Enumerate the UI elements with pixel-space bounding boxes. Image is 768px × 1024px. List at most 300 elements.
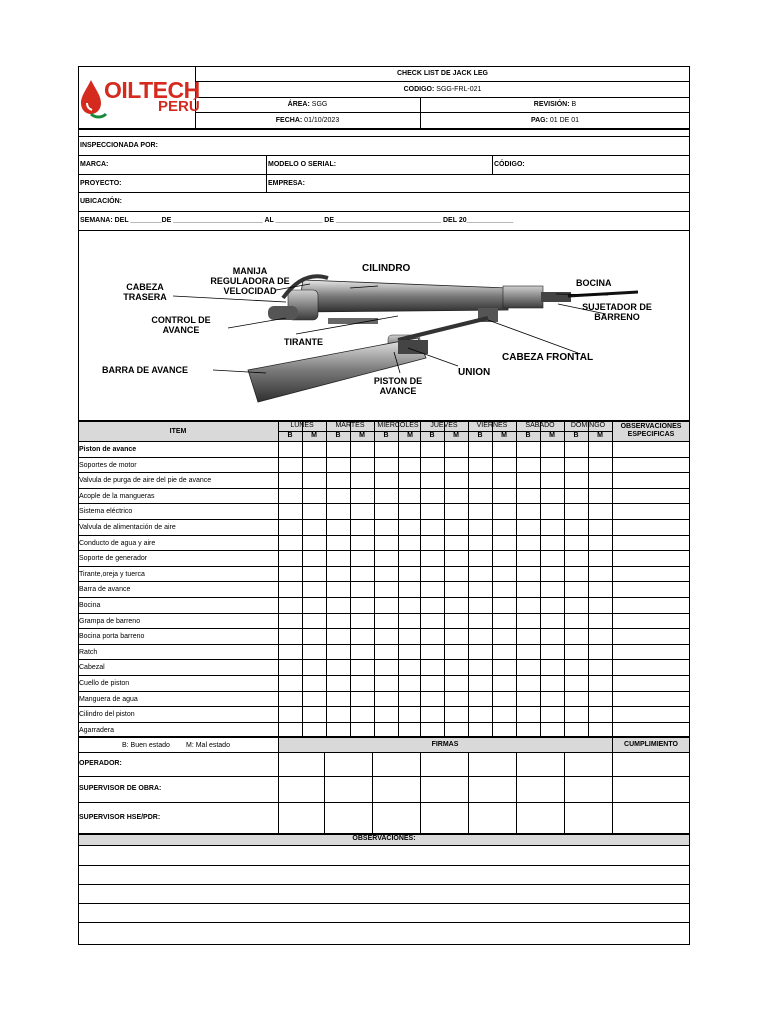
check-cell[interactable] [278, 597, 302, 613]
check-cell[interactable] [398, 706, 420, 722]
supervisor-obra-signature[interactable] [278, 776, 612, 802]
check-cell[interactable] [516, 566, 540, 582]
supervisor-obra-label: SUPERVISOR DE OBRA: [79, 785, 162, 792]
check-cell[interactable] [468, 503, 492, 519]
check-cell[interactable] [302, 503, 326, 519]
check-cell[interactable] [398, 691, 420, 707]
pag-value: 01 DE 01 [549, 117, 580, 124]
check-cell[interactable] [540, 488, 564, 504]
check-cell[interactable] [516, 488, 540, 504]
check-cell[interactable] [468, 488, 492, 504]
check-cell[interactable] [444, 706, 468, 722]
check-cell[interactable] [468, 722, 492, 738]
check-cell[interactable] [444, 566, 468, 582]
check-cell[interactable] [302, 472, 326, 488]
check-cell[interactable] [420, 628, 444, 644]
check-cell[interactable] [588, 550, 612, 566]
check-cell[interactable] [326, 675, 350, 691]
check-cell[interactable] [588, 628, 612, 644]
check-cell[interactable] [444, 659, 468, 675]
check-cell[interactable] [564, 441, 588, 457]
check-cell[interactable] [302, 628, 326, 644]
check-cell[interactable] [564, 550, 588, 566]
check-cell[interactable] [350, 628, 374, 644]
check-cell[interactable] [278, 706, 302, 722]
check-cell[interactable] [420, 457, 444, 473]
check-cell[interactable] [278, 519, 302, 535]
area-label: ÁREA: [287, 101, 310, 108]
check-cell[interactable] [420, 722, 444, 738]
check-cell[interactable] [398, 613, 420, 629]
observaciones-line[interactable] [78, 903, 690, 922]
check-cell[interactable] [540, 550, 564, 566]
ubicacion-field[interactable]: UBICACIÓN: [80, 198, 122, 205]
check-cell[interactable] [444, 597, 468, 613]
check-cell[interactable] [540, 691, 564, 707]
check-cell[interactable] [326, 472, 350, 488]
check-cell[interactable] [540, 722, 564, 738]
check-cell[interactable] [516, 706, 540, 722]
check-cell[interactable] [326, 550, 350, 566]
check-cell[interactable] [516, 457, 540, 473]
check-cell[interactable] [540, 659, 564, 675]
check-cell[interactable] [302, 566, 326, 582]
check-cell[interactable] [302, 722, 326, 738]
check-cell[interactable] [588, 597, 612, 613]
check-cell[interactable] [350, 566, 374, 582]
check-cell[interactable] [444, 472, 468, 488]
check-cell[interactable] [492, 659, 516, 675]
check-cell[interactable] [516, 597, 540, 613]
check-cell[interactable] [492, 644, 516, 660]
form-title: CHECK LIST DE JACK LEG [396, 70, 488, 77]
check-cell[interactable] [302, 535, 326, 551]
check-cell[interactable] [588, 472, 612, 488]
check-cell[interactable] [326, 441, 350, 457]
check-cell[interactable] [302, 613, 326, 629]
check-cell[interactable] [302, 581, 326, 597]
check-cell[interactable] [420, 503, 444, 519]
check-cell[interactable] [444, 503, 468, 519]
check-cell[interactable] [492, 675, 516, 691]
check-cell[interactable] [398, 644, 420, 660]
check-cell[interactable] [302, 597, 326, 613]
check-cell[interactable] [398, 722, 420, 738]
inspeccionada-field[interactable]: INSPECCIONADA POR: [80, 142, 158, 149]
check-cell[interactable] [420, 613, 444, 629]
check-cell[interactable] [516, 535, 540, 551]
check-cell[interactable] [350, 535, 374, 551]
check-cell[interactable] [398, 519, 420, 535]
check-cell[interactable] [468, 566, 492, 582]
check-cell[interactable] [540, 519, 564, 535]
check-cell[interactable] [468, 691, 492, 707]
check-cell[interactable] [278, 644, 302, 660]
check-cell[interactable] [564, 519, 588, 535]
check-cell[interactable] [516, 722, 540, 738]
check-cell[interactable] [540, 675, 564, 691]
col-b: B [525, 432, 531, 439]
check-cell[interactable] [564, 628, 588, 644]
check-cell[interactable] [420, 488, 444, 504]
check-cell[interactable] [588, 722, 612, 738]
check-cell[interactable] [588, 659, 612, 675]
check-cell[interactable] [516, 675, 540, 691]
check-cell[interactable] [374, 613, 398, 629]
check-cell[interactable] [302, 441, 326, 457]
proyecto-field[interactable]: PROYECTO: [80, 180, 122, 187]
check-cell[interactable] [468, 535, 492, 551]
check-cell[interactable] [374, 566, 398, 582]
check-cell[interactable] [278, 675, 302, 691]
check-cell[interactable] [564, 566, 588, 582]
check-cell[interactable] [374, 691, 398, 707]
check-cell[interactable] [350, 659, 374, 675]
check-cell[interactable] [398, 659, 420, 675]
check-cell[interactable] [492, 613, 516, 629]
check-cell[interactable] [350, 706, 374, 722]
check-cell[interactable] [326, 597, 350, 613]
check-cell[interactable] [468, 628, 492, 644]
check-cell[interactable] [326, 581, 350, 597]
check-cell[interactable] [398, 457, 420, 473]
table-row-label: Barra de avance [79, 586, 131, 594]
check-cell[interactable] [420, 581, 444, 597]
check-cell[interactable] [278, 691, 302, 707]
check-cell[interactable] [350, 675, 374, 691]
supervisor-hse-label: SUPERVISOR HSE/PDR: [79, 814, 161, 821]
check-cell[interactable] [374, 503, 398, 519]
observaciones-title: OBSERVACIONES: [352, 835, 416, 842]
check-cell[interactable] [374, 706, 398, 722]
check-cell[interactable] [398, 535, 420, 551]
check-cell[interactable] [444, 519, 468, 535]
check-cell[interactable] [278, 441, 302, 457]
check-cell[interactable] [492, 550, 516, 566]
check-cell[interactable] [374, 659, 398, 675]
check-cell[interactable] [326, 488, 350, 504]
check-cell[interactable] [420, 659, 444, 675]
check-cell[interactable] [326, 706, 350, 722]
check-cell[interactable] [350, 597, 374, 613]
check-cell[interactable] [302, 488, 326, 504]
check-cell[interactable] [540, 503, 564, 519]
check-cell[interactable] [564, 597, 588, 613]
check-cell[interactable] [564, 706, 588, 722]
check-cell[interactable] [350, 722, 374, 738]
codigo-field[interactable]: CÓDIGO: [494, 161, 525, 168]
check-cell[interactable] [278, 566, 302, 582]
observaciones-line[interactable] [78, 922, 690, 945]
check-cell[interactable] [564, 659, 588, 675]
check-cell[interactable] [492, 706, 516, 722]
check-cell[interactable] [278, 628, 302, 644]
check-cell[interactable] [398, 441, 420, 457]
label-line: PISTON DE [373, 376, 423, 386]
check-cell[interactable] [540, 706, 564, 722]
check-cell[interactable] [398, 581, 420, 597]
check-cell[interactable] [516, 659, 540, 675]
check-cell[interactable] [420, 597, 444, 613]
check-cell[interactable] [444, 675, 468, 691]
check-cell[interactable] [374, 457, 398, 473]
obs-header: ESPECIFICAS [627, 431, 675, 438]
check-cell[interactable] [326, 535, 350, 551]
check-cell[interactable] [444, 457, 468, 473]
check-cell[interactable] [278, 457, 302, 473]
check-cell[interactable] [492, 566, 516, 582]
check-cell[interactable] [588, 519, 612, 535]
check-cell[interactable] [350, 441, 374, 457]
check-cell[interactable] [588, 566, 612, 582]
check-cell[interactable] [350, 503, 374, 519]
check-cell[interactable] [468, 613, 492, 629]
label-line: VELOCIDAD [223, 286, 277, 296]
check-cell[interactable] [278, 722, 302, 738]
check-cell[interactable] [420, 691, 444, 707]
check-cell[interactable] [326, 613, 350, 629]
check-cell[interactable] [492, 722, 516, 738]
check-cell[interactable] [492, 472, 516, 488]
check-cell[interactable] [326, 659, 350, 675]
check-cell[interactable] [374, 550, 398, 566]
operador-signature[interactable] [278, 752, 612, 776]
check-cell[interactable] [374, 597, 398, 613]
empresa-field[interactable]: EMPRESA: [268, 180, 305, 187]
check-cell[interactable] [350, 457, 374, 473]
check-cell[interactable] [278, 581, 302, 597]
check-cell[interactable] [564, 488, 588, 504]
check-cell[interactable] [468, 597, 492, 613]
check-cell[interactable] [374, 581, 398, 597]
check-cell[interactable] [492, 503, 516, 519]
check-cell[interactable] [444, 535, 468, 551]
check-cell[interactable] [564, 613, 588, 629]
check-cell[interactable] [374, 722, 398, 738]
check-cell[interactable] [420, 472, 444, 488]
check-cell[interactable] [374, 628, 398, 644]
check-cell[interactable] [588, 488, 612, 504]
check-cell[interactable] [564, 535, 588, 551]
check-cell[interactable] [326, 503, 350, 519]
check-cell[interactable] [350, 519, 374, 535]
check-cell[interactable] [350, 472, 374, 488]
check-cell[interactable] [278, 613, 302, 629]
check-cell[interactable] [374, 535, 398, 551]
observaciones-line[interactable] [78, 884, 690, 903]
check-cell[interactable] [278, 550, 302, 566]
check-cell[interactable] [516, 441, 540, 457]
check-cell[interactable] [492, 581, 516, 597]
check-cell[interactable] [468, 659, 492, 675]
check-cell[interactable] [564, 503, 588, 519]
check-cell[interactable] [374, 519, 398, 535]
check-cell[interactable] [516, 613, 540, 629]
check-cell[interactable] [540, 644, 564, 660]
pag-field [420, 116, 690, 125]
check-cell[interactable] [398, 472, 420, 488]
check-cell[interactable] [588, 691, 612, 707]
check-cell[interactable] [492, 488, 516, 504]
check-cell[interactable] [420, 519, 444, 535]
check-cell[interactable] [302, 550, 326, 566]
checklist-form [78, 66, 690, 945]
check-cell[interactable] [492, 691, 516, 707]
check-cell[interactable] [398, 503, 420, 519]
check-cell[interactable] [468, 706, 492, 722]
check-cell[interactable] [350, 581, 374, 597]
check-cell[interactable] [492, 535, 516, 551]
check-cell[interactable] [420, 550, 444, 566]
check-cell[interactable] [420, 675, 444, 691]
check-cell[interactable] [468, 581, 492, 597]
check-cell[interactable] [350, 488, 374, 504]
check-cell[interactable] [564, 457, 588, 473]
check-cell[interactable] [468, 550, 492, 566]
check-cell[interactable] [564, 722, 588, 738]
check-cell[interactable] [350, 644, 374, 660]
check-cell[interactable] [588, 535, 612, 551]
check-cell[interactable] [444, 644, 468, 660]
check-cell[interactable] [564, 581, 588, 597]
check-cell[interactable] [588, 675, 612, 691]
check-cell[interactable] [302, 644, 326, 660]
check-cell[interactable] [398, 566, 420, 582]
check-cell[interactable] [540, 457, 564, 473]
check-cell[interactable] [326, 457, 350, 473]
check-cell[interactable] [444, 613, 468, 629]
check-cell[interactable] [444, 691, 468, 707]
check-cell[interactable] [398, 597, 420, 613]
check-cell[interactable] [278, 503, 302, 519]
col-b: B [429, 432, 435, 439]
check-cell[interactable] [326, 519, 350, 535]
check-cell[interactable] [540, 581, 564, 597]
check-cell[interactable] [444, 581, 468, 597]
check-cell[interactable] [444, 722, 468, 738]
supervisor-hse-signature[interactable] [278, 802, 612, 834]
check-cell[interactable] [492, 519, 516, 535]
check-cell[interactable] [564, 675, 588, 691]
check-cell[interactable] [540, 597, 564, 613]
check-cell[interactable] [278, 659, 302, 675]
check-cell[interactable] [540, 613, 564, 629]
check-cell[interactable] [588, 441, 612, 457]
area-value: SGG [311, 101, 328, 108]
check-cell[interactable] [444, 628, 468, 644]
check-cell[interactable] [278, 472, 302, 488]
check-cell[interactable] [588, 457, 612, 473]
check-cell[interactable] [302, 659, 326, 675]
check-cell[interactable] [278, 535, 302, 551]
check-cell[interactable] [588, 644, 612, 660]
check-cell[interactable] [540, 628, 564, 644]
observaciones-line[interactable] [78, 865, 690, 884]
check-cell[interactable] [420, 706, 444, 722]
check-cell[interactable] [468, 441, 492, 457]
check-cell[interactable] [302, 519, 326, 535]
revision-label: REVISIÓN: [533, 101, 570, 108]
check-cell[interactable] [444, 441, 468, 457]
check-cell[interactable] [374, 472, 398, 488]
check-cell[interactable] [326, 628, 350, 644]
check-cell[interactable] [278, 488, 302, 504]
check-cell[interactable] [374, 644, 398, 660]
check-cell[interactable] [350, 691, 374, 707]
check-cell[interactable] [302, 675, 326, 691]
check-cell[interactable] [468, 457, 492, 473]
check-cell[interactable] [468, 519, 492, 535]
check-cell[interactable] [516, 644, 540, 660]
check-cell[interactable] [374, 675, 398, 691]
check-cell[interactable] [588, 581, 612, 597]
check-cell[interactable] [420, 441, 444, 457]
check-cell[interactable] [516, 472, 540, 488]
check-cell[interactable] [516, 628, 540, 644]
check-cell[interactable] [588, 613, 612, 629]
check-cell[interactable] [516, 691, 540, 707]
modelo-field[interactable]: MODELO O SERIAL: [268, 161, 337, 168]
observaciones-line[interactable] [78, 845, 690, 865]
check-cell[interactable] [468, 472, 492, 488]
check-cell[interactable] [326, 644, 350, 660]
check-cell[interactable] [588, 503, 612, 519]
check-cell[interactable] [302, 457, 326, 473]
check-cell[interactable] [326, 566, 350, 582]
check-cell[interactable] [350, 550, 374, 566]
check-cell[interactable] [398, 675, 420, 691]
check-cell[interactable] [468, 644, 492, 660]
check-cell[interactable] [540, 566, 564, 582]
marca-field[interactable]: MARCA: [80, 161, 109, 168]
label-line: SUJETADOR DE [582, 302, 652, 312]
check-cell[interactable] [564, 644, 588, 660]
check-cell[interactable] [516, 550, 540, 566]
check-cell[interactable] [516, 503, 540, 519]
semana-field[interactable]: SEMANA: DEL ________DE _______________________ AL ____________ DE ___________________________ DEL 20____________ [80, 217, 514, 224]
check-cell[interactable] [492, 441, 516, 457]
check-cell[interactable] [350, 613, 374, 629]
check-cell[interactable] [326, 722, 350, 738]
check-cell[interactable] [492, 628, 516, 644]
check-cell[interactable] [564, 691, 588, 707]
check-cell[interactable] [326, 691, 350, 707]
table-row-label: Cabezal [79, 664, 105, 672]
check-cell[interactable] [398, 488, 420, 504]
check-cell[interactable] [420, 644, 444, 660]
check-cell[interactable] [302, 706, 326, 722]
check-cell[interactable] [540, 472, 564, 488]
check-cell[interactable] [540, 535, 564, 551]
check-cell[interactable] [444, 550, 468, 566]
check-cell[interactable] [444, 488, 468, 504]
check-cell[interactable] [374, 488, 398, 504]
check-cell[interactable] [516, 519, 540, 535]
check-cell[interactable] [516, 581, 540, 597]
check-cell[interactable] [468, 675, 492, 691]
check-cell[interactable] [420, 535, 444, 551]
check-cell[interactable] [374, 441, 398, 457]
check-cell[interactable] [564, 472, 588, 488]
check-cell[interactable] [540, 441, 564, 457]
check-cell[interactable] [302, 691, 326, 707]
check-cell[interactable] [420, 566, 444, 582]
check-cell[interactable] [398, 628, 420, 644]
check-cell[interactable] [588, 706, 612, 722]
check-cell[interactable] [492, 597, 516, 613]
check-cell[interactable] [492, 457, 516, 473]
check-cell[interactable] [398, 550, 420, 566]
